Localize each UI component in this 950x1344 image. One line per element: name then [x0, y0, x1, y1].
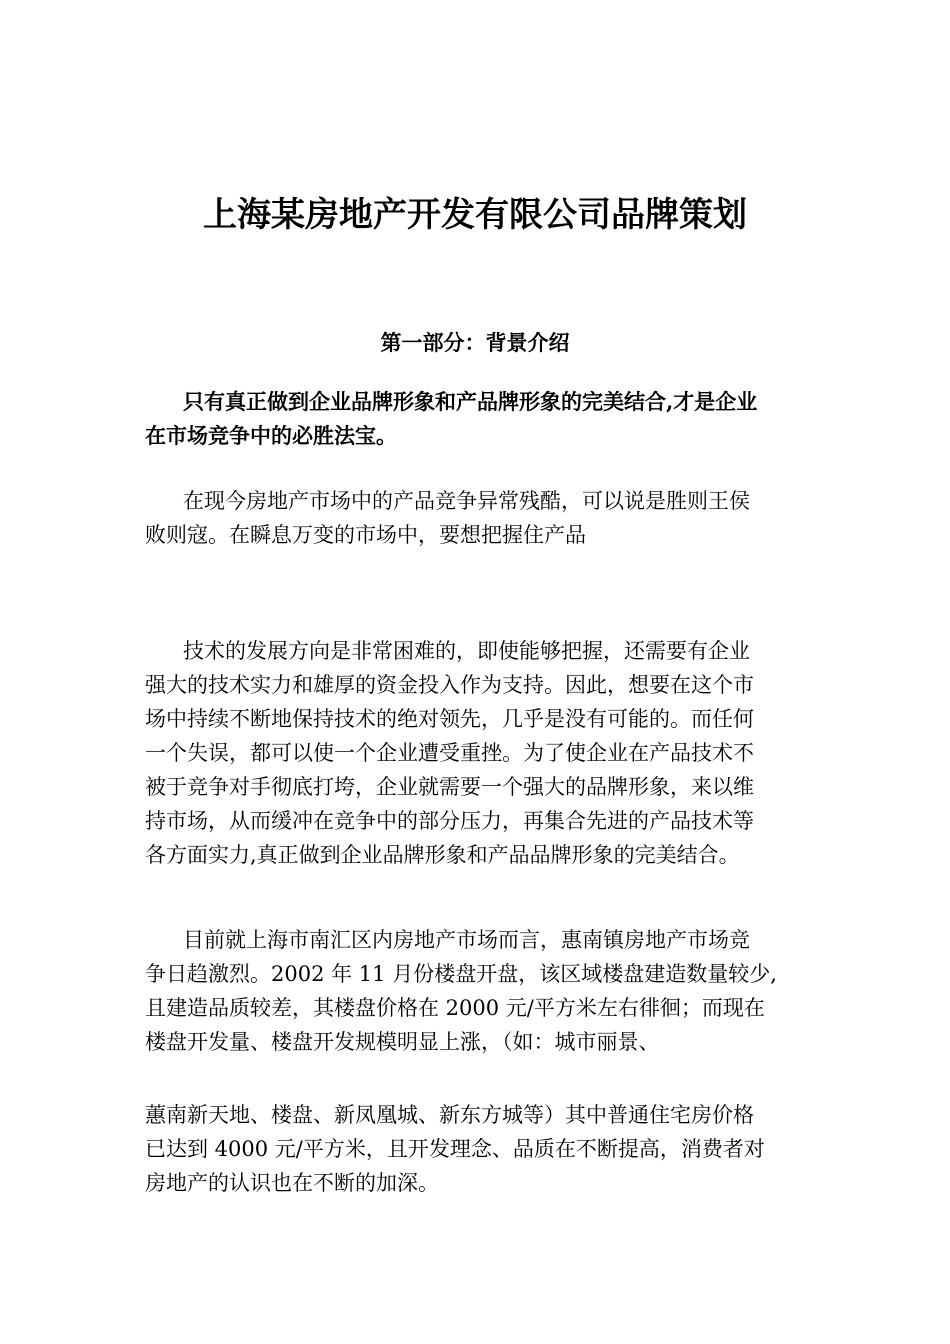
paragraph-line: 技术的发展方向是非常困难的，即使能够把握，还需要有企业 — [183, 639, 750, 663]
paragraph-line: 楼盘开发量、楼盘开发规模明显上涨，（如：城市丽景、 — [145, 1030, 660, 1054]
paragraph-line: 被于竞争对手彻底打垮，企业就需要一个强大的品牌形象，来以维 — [145, 775, 754, 799]
paragraph-line: 已达到 4000 元/平方米，且开发理念、品质在不断提高，消费者对 — [145, 1137, 765, 1161]
paragraph-line: 目前就上海市南汇区内房地产市场而言，惠南镇房地产市场竞 — [183, 928, 750, 952]
paragraph-line: 败则寇。在瞬息万变的市场中，要想把握住产品 — [145, 523, 586, 547]
lead-line: 在市场竞争中的必胜法宝。 — [145, 423, 397, 448]
paragraph-line: 且建造品质较差，其楼盘价格在 2000 元/平方米左右徘徊；而现在 — [145, 996, 765, 1020]
document-title: 上海某房地产开发有限公司品牌策划 — [203, 195, 747, 235]
section-heading: 第一部分：背景介绍 — [380, 330, 570, 355]
paragraph-2 — [145, 634, 805, 872]
paragraph-line: 房地产的认识也在不断的加深。 — [145, 1171, 439, 1195]
paragraph-line: 在现今房地产市场中的产品竞争异常残酷，可以说是胜则王侯 — [183, 489, 750, 513]
paragraph-4 — [145, 1098, 805, 1200]
paragraph-line: 强大的技术实力和雄厚的资金投入作为支持。因此，想要在这个市 — [145, 673, 754, 697]
paragraph-line: 各方面实力,真正做到企业品牌形象和产品品牌形象的完美结合。 — [145, 843, 740, 867]
paragraph-line: 争日趋激烈。2002 年 11 月份楼盘开盘，该区域楼盘建造数量较少, — [145, 962, 777, 986]
paragraph-line: 蕙南新天地、楼盘、新凤凰城、新东方城等）其中普通住宅房价格 — [145, 1103, 754, 1127]
paragraph-3 — [145, 923, 805, 1059]
lead-line: 只有真正做到企业品牌形象和产品牌形象的完美结合,才是企业 — [183, 389, 758, 414]
paragraph-line: 场中持续不断地保持技术的绝对领先，几乎是没有可能的。而任何 — [145, 707, 754, 731]
paragraph-line: 一个失误，都可以使一个企业遭受重挫。为了使企业在产品技术不 — [145, 741, 754, 765]
lead-paragraph — [145, 385, 805, 453]
paragraph-line: 持市场，从而缓冲在竞争中的部分压力，再集合先进的产品技术等 — [145, 809, 754, 833]
paragraph-1 — [145, 484, 805, 552]
